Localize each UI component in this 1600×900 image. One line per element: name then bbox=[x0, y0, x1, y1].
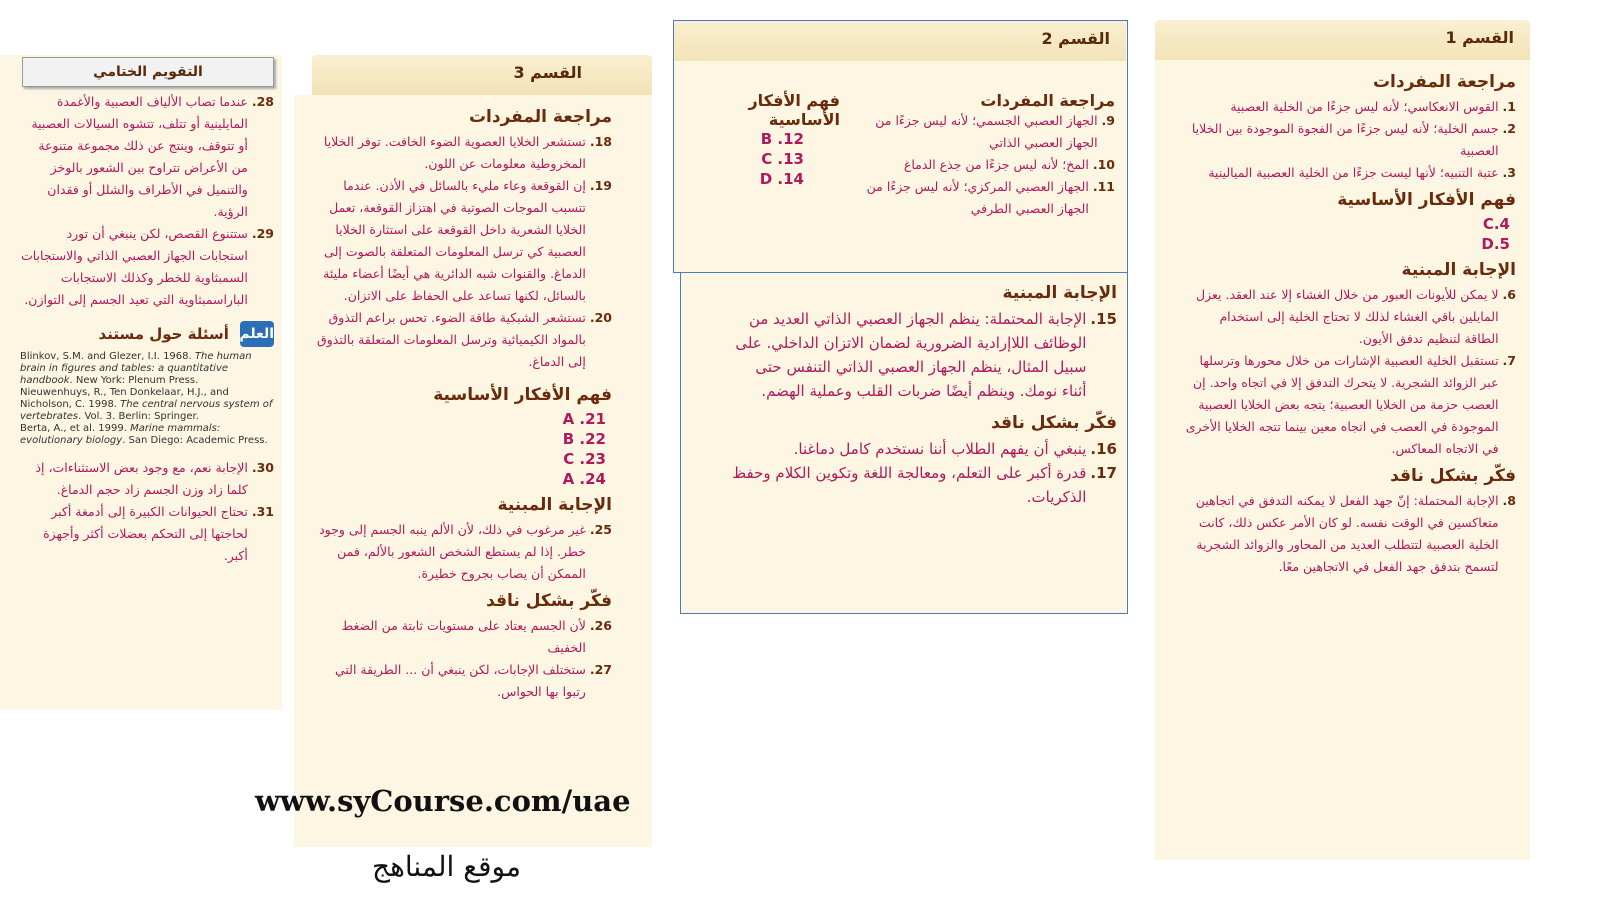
section2-vocab-list bbox=[865, 110, 1115, 220]
section2-constructed-box bbox=[680, 272, 1128, 614]
answer-item bbox=[727, 461, 1117, 509]
answer-text: الإجابة نعم، مع وجود بعض الاستثناءات، إذ كلما زاد وزن الجسم زاد حجم الدماغ. bbox=[35, 460, 248, 497]
answer-item bbox=[1185, 162, 1516, 184]
answer-item bbox=[314, 659, 612, 703]
answer-number: 7. bbox=[1502, 353, 1516, 368]
references-list bbox=[20, 351, 274, 447]
document-questions-heading: أسئلة حول مستند bbox=[98, 324, 229, 343]
website-watermark: www.syCourse.com/uae bbox=[255, 784, 631, 818]
answer-number: 17. bbox=[1090, 464, 1117, 482]
answer-item bbox=[865, 176, 1115, 220]
section1-constructed-list bbox=[1185, 284, 1516, 460]
section1-critical-list bbox=[1185, 490, 1516, 578]
section2-main-ideas-list bbox=[680, 129, 810, 189]
answer-text: الجهاز العصبي المركزي؛ لأنه ليس جزءًا من الجهاز العصبي الطرفي bbox=[866, 179, 1089, 216]
section2-box bbox=[673, 20, 1128, 273]
section3-constructed-list bbox=[314, 519, 612, 585]
reference-entry bbox=[20, 423, 274, 447]
multiple-choice-answer: C .13 bbox=[761, 150, 804, 168]
section1-constructed-heading: الإجابة المبنية bbox=[1401, 260, 1516, 280]
answer-number: 10. bbox=[1092, 157, 1115, 172]
section3-critical-list bbox=[314, 615, 612, 703]
answer-item bbox=[314, 615, 612, 659]
answer-text: ينبغي أن يفهم الطلاب أننا نستخدم كامل دماغنا. bbox=[793, 440, 1087, 458]
answer-number: 18. bbox=[589, 134, 612, 149]
answer-text: عندما تصاب الألياف العصبية والأغمدة المايلينية أو تتلف، تتشوه السيالات العصبية أو تتوقف، وينتج عن ذلك مجموعة متنوعة من الأعراض تتراوح بين الشعور بالوخز والتنميل في الأطراف والشلل أو فقدان الرؤية. bbox=[31, 94, 248, 219]
section2-main-ideas-heading: فهم الأفكار الأساسية bbox=[748, 91, 840, 129]
section2-critical-list bbox=[727, 437, 1117, 509]
answer-item bbox=[20, 91, 274, 223]
section2-constructed-heading: الإجابة المبنية bbox=[1002, 283, 1117, 303]
answer-number: 3. bbox=[1502, 165, 1516, 180]
answer-number: 20. bbox=[589, 310, 612, 325]
answer-number: 2. bbox=[1502, 121, 1516, 136]
section3-main-ideas-list bbox=[314, 409, 612, 489]
closing-title: التقويم الختامي bbox=[93, 64, 203, 80]
section1-tab bbox=[1155, 20, 1530, 60]
closing-title-box bbox=[22, 57, 274, 87]
closing-items-top bbox=[20, 91, 274, 311]
answer-number: 19. bbox=[589, 178, 612, 193]
answer-item bbox=[865, 154, 1115, 176]
answer-item bbox=[20, 223, 274, 311]
answer-item bbox=[1185, 284, 1516, 350]
answer-item bbox=[1185, 350, 1516, 460]
section2-critical-heading: فكّر بشكل ناقد bbox=[991, 413, 1117, 433]
answer-text: الجهاز العصبي الجسمي؛ لأنه ليس جزءًا من الجهاز العصبي الذاتي bbox=[875, 113, 1098, 150]
section1-vocab-list bbox=[1185, 96, 1516, 184]
reference-title: Marine mammals: evolutionary biology bbox=[20, 423, 221, 446]
answer-text: قدرة أكبر على التعلم، ومعالجة اللغة وتكوين الكلام وحفظ الذكريات. bbox=[732, 464, 1087, 506]
answer-number: 28. bbox=[251, 94, 274, 109]
answer-item bbox=[1185, 490, 1516, 578]
answer-item bbox=[727, 437, 1117, 461]
reference-title: The central nervous system of vertebrates bbox=[20, 399, 273, 422]
answer-item bbox=[865, 110, 1115, 154]
section3-main-ideas-heading: فهم الأفكار الأساسية bbox=[433, 385, 612, 405]
document-questions-header bbox=[20, 321, 274, 347]
answer-number: 31. bbox=[251, 504, 274, 519]
answer-number: 9. bbox=[1101, 113, 1115, 128]
answer-text: لأن الجسم يعتاد على مستويات ثابتة من الضغط الخفيف bbox=[341, 618, 586, 655]
reference-authors: Nieuwenhuys, R., Ten Donkelaar, H.J., and Nicholson, C. 1998. bbox=[20, 387, 229, 410]
closing-items-bottom bbox=[20, 457, 274, 567]
answer-text: تستشعر الخلايا العصوية الضوء الخافت. توفر الخلايا المخروطية معلومات عن اللون. bbox=[323, 134, 586, 171]
section3-panel bbox=[294, 95, 652, 847]
reference-entry bbox=[20, 351, 274, 387]
multiple-choice-answer: C .23 bbox=[563, 450, 606, 468]
multiple-choice-answer: B .12 bbox=[760, 130, 804, 148]
science-magazine-icon: العلم bbox=[240, 321, 274, 347]
multiple-choice-answer: C.4 bbox=[1482, 215, 1510, 233]
answer-item bbox=[314, 307, 612, 373]
section2-title: القسم 2 bbox=[1041, 29, 1110, 48]
section1-main-ideas-list bbox=[1185, 214, 1516, 254]
section1-panel bbox=[1155, 60, 1530, 860]
section1-critical-heading: فكّر بشكل ناقد bbox=[1390, 466, 1516, 486]
answer-number: 16. bbox=[1090, 440, 1117, 458]
section3-tab bbox=[312, 55, 652, 95]
section2-vocab-heading: مراجعة المفردات bbox=[980, 91, 1115, 110]
answer-text: لا يمكن للأيونات العبور من خلال الغشاء إلا عند العقد. يعزل المايلين باقي الغشاء لذلك لا تحتاج الخلية إلى استخدام الطاقة لتنظيم تدفق الأيون. bbox=[1196, 287, 1499, 346]
reference-authors: Berta, A., et al. 1999. bbox=[20, 423, 131, 434]
answer-number: 11. bbox=[1092, 179, 1115, 194]
answer-item bbox=[1185, 96, 1516, 118]
answer-item bbox=[20, 501, 274, 567]
answer-text: غير مرغوب في ذلك، لأن الألم ينبه الجسم إلى وجود خطر. إذا لم يستطع الشخص الشعور بالألم، فمن الممكن أن يصاب بجروح خطيرة. bbox=[319, 522, 586, 581]
section1-title: القسم 1 bbox=[1445, 28, 1514, 47]
answer-text: تحتاج الحيوانات الكبيرة إلى أدمغة أكبر لحاجتها إلى التحكم بعضلات أكثر وأجهزة أكبر. bbox=[43, 504, 248, 563]
section3-constructed-heading: الإجابة المبنية bbox=[497, 495, 612, 515]
answer-number: 8. bbox=[1502, 493, 1516, 508]
section2-main-ideas-column bbox=[680, 91, 840, 189]
answer-text: عتبة التنبيه؛ لأنها ليست جزءًا من الخلية العصبية الميالينية bbox=[1208, 165, 1499, 180]
footer-site-name: موقع المناهج bbox=[372, 850, 521, 883]
answer-number: 29. bbox=[251, 226, 274, 241]
reference-publisher: . San Diego: Academic Press. bbox=[122, 435, 268, 446]
answer-number: 25. bbox=[589, 522, 612, 537]
answer-text: الإجابة المحتملة: ينظم الجهاز العصبي الذاتي العديد من الوظائف اللاإرادية الضرورية لضمان الاتزان الداخلي. على سبيل المثال، ينظم الجهاز العصبي الذاتي التنفس حتى أثناء نومك. وينظم أيضًا ضربات القلب وعملية الهضم. bbox=[735, 310, 1087, 400]
answer-text: المخ؛ لأنه ليس جزءًا من جذع الدماغ bbox=[903, 157, 1089, 172]
answer-item bbox=[20, 457, 274, 501]
section3-vocab-heading: مراجعة المفردات bbox=[468, 107, 612, 127]
multiple-choice-answer: A .24 bbox=[562, 470, 606, 488]
answer-text: الإجابة المحتملة: إنّ جهد الفعل لا يمكنه التدفق في اتجاهين متعاكسين في الوقت نفسه. لو كان الأمر عكس ذلك، كانت الخلية العصبية لتتطلب العديد من المحاور والزوائد الشجرية لتسمح بتدفق جهد الفعل في الاتجاهين معًا. bbox=[1195, 493, 1499, 574]
section2-vocab-column bbox=[865, 91, 1115, 220]
answer-number: 30. bbox=[251, 460, 274, 475]
answer-item bbox=[314, 131, 612, 175]
answer-item bbox=[1185, 118, 1516, 162]
reference-publisher: . New York: Plenum Press. bbox=[69, 375, 199, 386]
answer-text: ستختلف الإجابات، لكن ينبغي أن ... الطريقة التي رتبوا بها الحواس. bbox=[334, 662, 586, 699]
reference-entry bbox=[20, 387, 274, 423]
section3-vocab-list bbox=[314, 131, 612, 373]
reference-publisher: . Vol. 3. Berlin: Springer. bbox=[78, 411, 199, 422]
answer-text: إن القوقعة وعاء مليء بالسائل في الأذن. عندما تتسبب الموجات الصوتية في اهتزاز القوقعة، تعمل الخلايا الشعرية داخل القوقعة على استثارة الخلايا العصبية كي ترسل المعلومات المتعلقة بالصوت إلى الدماغ. والقنوات شبه الدائرية هي أيضًا أعضاء مليئة بالسائل، لكنها تساعد على الحفاظ على الاتزان. bbox=[323, 178, 586, 303]
section3-title: القسم 3 bbox=[513, 63, 582, 82]
answer-text: تستقبل الخلية العصبية الإشارات من خلال محورها وترسلها عبر الزوائد الشجرية. لا يتحرك التدفق إلا في اتجاه واحد. إن العصب حزمة من الخلايا العصبية؛ يتجه بعض الخلايا العصبية الموجودة في العصب في اتجاه معين بينما تتجه الخلايا الأخرى في الاتجاه المعاكس. bbox=[1185, 353, 1499, 456]
section1-vocab-heading: مراجعة المفردات bbox=[1372, 72, 1516, 92]
multiple-choice-answer: B .22 bbox=[562, 430, 606, 448]
multiple-choice-answer: A .21 bbox=[562, 410, 606, 428]
reference-authors: Blinkov, S.M. and Glezer, I.I. 1968. bbox=[20, 351, 195, 362]
answer-number: 26. bbox=[589, 618, 612, 633]
section3-critical-heading: فكّر بشكل ناقد bbox=[486, 591, 612, 611]
answer-number: 1. bbox=[1502, 99, 1516, 114]
section1-main-ideas-heading: فهم الأفكار الأساسية bbox=[1337, 190, 1516, 210]
section2-constructed-list bbox=[727, 307, 1117, 403]
answer-text: جسم الخلية؛ لأنه ليس جزءًا من الفجوة الموجودة بين الخلايا العصبية bbox=[1191, 121, 1499, 158]
answer-text: القوس الانعكاسي؛ لأنه ليس جزءًا من الخلية العصبية bbox=[1230, 99, 1499, 114]
answer-item bbox=[727, 307, 1117, 403]
answer-number: 6. bbox=[1502, 287, 1516, 302]
answer-text: تستشعر الشبكية طاقة الضوء. تحس براعم التذوق بالمواد الكيميائية وترسل المعلومات المتعلقة بالتذوق إلى الدماغ. bbox=[317, 310, 586, 369]
answer-number: 27. bbox=[589, 662, 612, 677]
multiple-choice-answer: D.5 bbox=[1481, 235, 1510, 253]
section2-tab bbox=[674, 21, 1126, 61]
closing-panel bbox=[0, 55, 282, 710]
answer-item bbox=[314, 519, 612, 585]
multiple-choice-answer: D .14 bbox=[759, 170, 804, 188]
answer-number: 15. bbox=[1090, 310, 1117, 328]
reference-title: The human brain in figures and tables: a quantitative handbook bbox=[20, 351, 252, 386]
answer-text: ستتنوع القصص، لكن ينبغي أن تورد استجابات الجهاز العصبي الذاتي والاستجابات السمبثاوية للخطر وكذلك الاستجابات الباراسمبثاوية التي تعيد الجسم إلى التوازن. bbox=[20, 226, 248, 307]
answer-item bbox=[314, 175, 612, 307]
